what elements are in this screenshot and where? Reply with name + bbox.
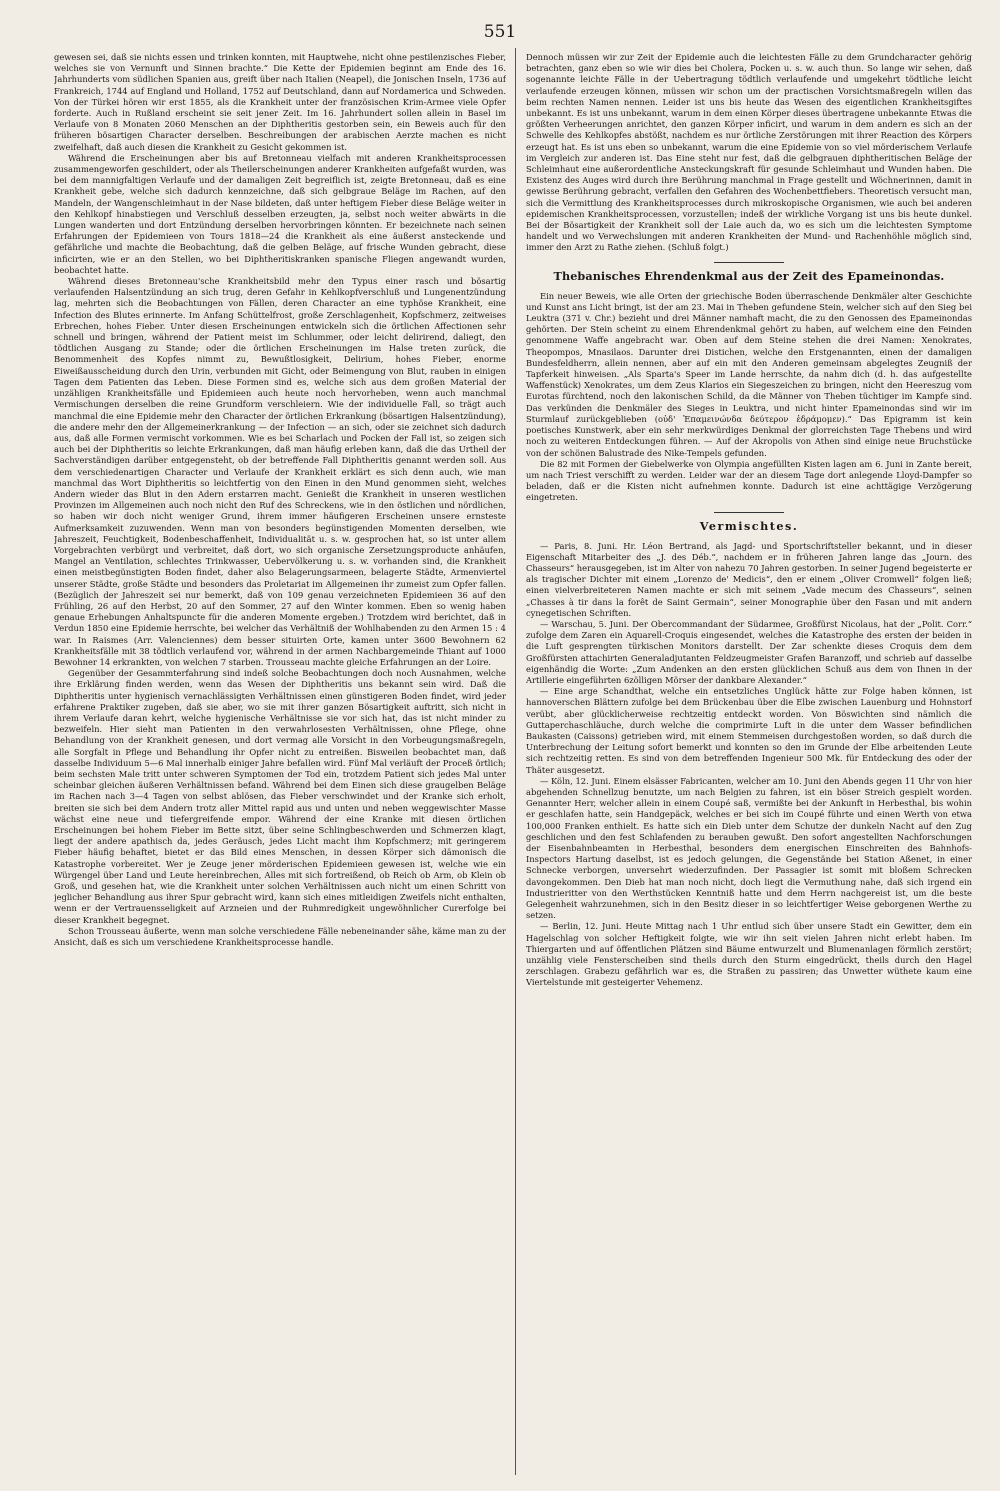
left-column [54, 52, 506, 1475]
news-item-berlin: — Berlin, 12. Juni. Heute Mittag nach 1 Uhr entlud sich über unsere Stadt ein Gewitter, dem ein Hagelschlag von solcher Heftigkeit folgte, wie wir ihn seit vielen Jahren nicht erlebt haben. Im Thiergarten und auf öffentlichen Plätzen sind Bäume entwurzelt und Blumenanlagen förmlich zerstört; unzählig viele Fensterscheiben sind theils durch den Sturm eingedrückt, theils durch den Hagel zerschlagen. Grabezu gefährlich war es, die Straßen zu passiren; das Unwetter wüthete kaum eine Viertelstunde mit gesteigerter Vehemenz. [526, 921, 972, 988]
news-item-schandthat: — Eine arge Schandthat, welche ein entsetzliches Unglück hätte zur Folge haben können, ist hannoverschen Blättern zufolge bei dem Brückenbau über die Elbe zwischen Lauenburg und Hohnstorf verübt, aber glücklicherweise rechtzeitig entdeckt worden. Von Böswichten sind nämlich die Guttaperchaschläuche, durch welche die comprimirte Luft in die unter dem Wasser befindlichen Baukasten (Caissons) getrieben wird, mit einem Stemmeisen durchgestoßen worden, so daß durch die Unterbrechung der Leitung sofort bemerkt und konnten so den im Grunde der Elbe arbeitenden Leute sich rechtzeitig retten. Es sind von dem betreffenden Ingenieur 500 Mk. für Entdeckung des oder der Thäter ausgesetzt. [526, 686, 972, 775]
continued-paragraph: Dennoch müssen wir zur Zeit der Epidemie auch die leichtesten Fälle zu dem Grundcharacter gehörig betrachten, ganz eben so wie wir dies bei Cholera, Pocken u. s. w. auch thun. So lange wir sehen, daß sogenannte leichte Fälle in der Uebertragung tödtlich verlaufende und umgekehrt tödtliche leicht verlaufende erzeugen können, müssen wir schon um der practischen Vorsichtsmaßregeln willen das beim rechten Namen nennen. Leider ist uns bis heute das Wesen des eigentlichen Krankheitsgiftes unbekannt. Es ist uns unbekannt, warum in dem einen Körper dieses übertragene unbekannte Etwas die größten Verheerungen anrichtet, den ganzen Körper inficirt, und warum in dem andern es sich an der Schwelle des Kehlkopfes abstößt, nachdem es nur örtliche Zerstörungen mit ihrer Reaction des Körpers erzeugt hat. Es ist uns eben so unbekannt, warum die eine Epidemie von so viel mörderischem Verlaufe im Vergleich zur anderen ist. Das Eine steht nur fest, daß die gelbgrauen diphtheritischen Beläge der Schleimhaut eine außerordentliche Ansteckungskraft für gesunde Schleimhaut und Wunden haben. Die Existenz des Auges wird durch ihre Berührung manchmal in Frage gestellt und Wöchnerinnen, damit in gewisse Berührung gebracht, verfallen den Gefahren des Wochenbettfiebers. Theoretisch versucht man, sich die Vermittlung des Krankheitsprocesses durch mikroskopische Organismen, wie auch bei anderen epidemischen Krankheitsprocessen, vorzustellen; indeß der wirkliche Vorgang ist uns bis heute dunkel. Bei der Bösartigkeit der Krankheit soll der Laie auch da, wo es sich um die leichtesten Symptome handelt und wo Verwechslungen mit anderen Krankheiten der Mund- und Rachenhöhle möglich sind, immer den Arzt zu Rathe ziehen. (Schluß folgt.) [526, 52, 972, 253]
column-divider [515, 48, 516, 1475]
article-paragraph: gewesen sei, daß sie nichts essen und trinken konnten, mit Hauptwehe, nicht ohne pestilenzisches Fieber, welches sie von Vernunft und Sinnen brachte.“ Die Kette der Epidemien beginnt am Ende des 16. Jahrhunderts vom südlichen Spanien aus, greift über nach Italien (Neapel), die Jonischen Inseln, 1736 auf Frankreich, 1744 auf England und Holland, 1752 auf Deutschland, dann auf Nordamerica und Schweden. Von der Türkei hören wir erst 1855, als die Krankheit unter der französischen Krim-Armee viele Opfer forderte. Auch in Rußland erscheint sie seit jener Zeit. Im 16. Jahrhundert sollen allein in Basel im Verlaufe von 8 Monaten 2060 Menschen an der Diphtheritis gestorben sein, ein Beweis auch für den früheren bösartigen Character derselben. Beschreibungen der arabischen Aerzte machen es nicht zweifelhaft, daß auch diesen die Krankheit zu Gesicht gekommen ist. [54, 52, 506, 152]
article-heading-vermischtes: Vermischtes. [699, 518, 799, 533]
article-paragraph: Ein neuer Beweis, wie alle Orten der griechische Boden überraschende Denkmäler alter Geschichte und Kunst ans Licht bringt, ist der am 23. Mai in Theben gefundene Stein, welcher sich auf den Sieg bei Leuktra (371 v. Chr.) bezieht und drei Männer namhaft macht, die zu den Genossen des Epameinondas gehörten. Der Stein scheint zu einem Ehrendenkmal gehört zu haben, auf welchem eine den Feinden genommene Waffe angebracht war. Oben auf dem Steine stehen die drei Namen: Xenokrates, Theopompos, Mnasilaos. Darunter drei Distichen, welche den Erstgenannten, einen der damaligen Bundesfeldherrn, allein nennen, aber auf ein mit den Anderen gemeinsam abgelegtes Zeugniß der Tapferkeit hinweisen. „Als Sparta's Speer im Lande herrschte, da nahm dich (d. h. das aufgestellte Waffenstück) Xenokrates, um dem Zeus Klarios ein Siegeszeichen zu bringen, nicht den Heereszug vom Eurotas fürchtend, noch den lakonischen Schild, da die Männer von Theben tüchtiger im Kampfe sind. Das verkünden die Denkmäler des Sieges in Leuktra, und nicht hinter Epameinondas sind wir im Sturmlauf zurückgeblieben (οὐδ' Ἐπαμεινώνδα δεύτερον ἐδράμομεν).“ Das Epigramm ist kein poetisches Kunstwerk, aber ein sehr merkwürdiges Denkmal der glorreichsten Tage Thebens und wird noch zu weiteren Entdeckungen führen. — Auf der Akropolis von Athen sind einige neue Bruchstücke von der schönen Balustrade des Nike-Tempels gefunden. [526, 290, 972, 458]
article-paragraph: Die 82 mit Formen der Giebelwerke von Olympia angefüllten Kisten lagen am 6. Juni in Zante bereit, um nach Triest verschifft zu werden. Leider war der an diesem Tage dort anlegende Lloyd-Dampfer so beladen, daß er die Kisten nicht aufnehmen konnte. Dadurch ist eine achttägige Verzögerung eingetreten. [526, 458, 972, 503]
article-heading-theban: Thebanisches Ehrendenkmal aus der Zeit des Epameinondas. [553, 268, 945, 283]
right-column [526, 52, 972, 1475]
section-divider [714, 262, 784, 263]
page-number: 551 [483, 22, 517, 42]
article-paragraph: Gegenüber der Gesammterfahrung sind indeß solche Beobachtungen doch noch Ausnahmen, welche ihre Erklärung finden werden, wenn das Wesen der Diphtheritis uns bekannt sein wird. Daß die Diphtheritis unter hygienisch vernachlässigten Verhältnissen einen günstigeren Boden findet, wird jeder erfahrene Praktiker zugeben, daß sie aber, wo sie mit ihrer ganzen Bösartigkeit auftritt, sich nicht in ihrem Verlaufe daran kehrt, welche hygienische Verhältnisse sie vor sich hat, das ist nicht minder zu bezweifeln. Hier sieht man Patienten in den verwahrlosesten Verhältnissen, ohne Pflege, ohne Behandlung von der Krankheit genesen, und dort vermag alle Vorsicht in den Vorbeugungsmaßregeln, alle Sorgfalt in Pflege und Behandlung ihr Opfer nicht zu entreißen. Bisweilen beobachtet man, daß dasselbe Individuum 5—6 Mal innerhalb einiger Jahre befallen wird. Fünf Mal verläuft der Proceß örtlich; beim sechsten Male tritt unter schweren Symptomen der Tod ein, trotzdem Patient sich jedes Mal unter scheinbar gleichen äußeren Verhältnissen befand. Während bei dem Einen sich diese graugelben Beläge im Rachen nach 3—4 Tagen von selbst ablösen, das Fieber verschwindet und der Kranke sich erholt, breiten sie sich bei dem Andern trotz aller Mittel rapid aus und unten und neben weggewischter Masse wächst eine neue und tiefergreifende empor. Während der eine Kranke mit diesen örtlichen Erscheinungen bei hohem Fieber im Bette sitzt, über seine Schlingbeschwerden und Schmerzen klagt, liegt der andere apathisch da, jedes Geräusch, jedes Licht macht ihm Kopfschmerz; mit geringerem Fieber häufig behaftet, bietet er das Bild eines Menschen, in dessen Körper sich dämonisch die Katastrophe vorbereitet. Wer je Zeuge jener mörderischen Epidemieen gewesen ist, welche wie ein Würgengel über Land und Leute hereinbrechen, Alles mit sich fortreißend, ob Reich ob Arm, ob Klein ob Groß, und gesehen hat, wie die Krankheit unter solchen Verhältnissen auch nicht um einen Schritt von jeglicher Behandlung aus ihrer Spur gebracht wird, kann sich eines mitleidigen Zweifels nicht enthalten, wenn er der Vertrauensseligkeit auf Arzneien und der Ruhmredigkeit ungewöhnlicher Curerfolge bei dieser Krankheit begegnet. [54, 668, 506, 925]
news-item-paris: — Paris, 8. Juni. Hr. Léon Bertrand, als Jagd- und Sportschriftsteller bekannt, und in dieser Eigenschaft Mitarbeiter des „J. des Déb.“, nachdem er in früheren Jahren lange das „Journ. des Chasseurs“ herausgegeben, ist im Alter von nahezu 70 Jahren gestorben. In seiner Jugend begeisterte er als tragischer Dichter mit einem „Lorenzo de' Medicis“, den er einem „Oliver Cromwell“ folgen ließ; einen vielverbreiteteren Namen machte er sich mit seinem „Vade mecum des Chasseurs“, seinen „Chasses à tir dans la forêt de Saint Germain“, seiner Monographie über den Fasan und mit andern cynegetischen Schriften. [526, 540, 972, 618]
article-paragraph: Schon Trousseau äußerte, wenn man solche verschiedene Fälle nebeneinander sähe, käme man zu der Ansicht, daß es sich um verschiedene Krankheitsprocesse handle. [54, 925, 506, 948]
section-divider [714, 512, 784, 513]
news-item-warschau: — Warschau, 5. Juni. Der Obercommandant der Südarmee, Großfürst Nicolaus, hat der „Polit. Corr.“ zufolge dem Zaren ein Aquarell-Croquis eingesendet, welches die Katastrophe des ersten der beiden in die Luft gesprengten türkischen Monitors darstellt. Der Zar schenkte dieses Croquis dem dem Großfürsten attachirten Generaladjutanten Feldzeugmeister Grafen Baranzoff, und schrieb auf dasselbe eigenhändig die Worte: „Zum Andenken an den ersten glücklichen Schuß aus dem von Ihnen in der Artillerie eingeführten 6zölligen Mörser der dankbare Alexander.“ [526, 618, 972, 685]
article-paragraph: Während dieses Bretonneau'sche Krankheitsbild mehr den Typus einer rasch und bösartig verlaufenden Halsentzündung an sich trug, deren Gefahr in Kehlkopfverschluß und Lungenentzündung lag, mehrten sich die Beobachtungen von Fällen, deren Character an eine typhöse Krankheit, eine Infection des Blutes erinnerte. Im Anfang Schüttelfrost, große Zerschlagenheit, Kopfschmerz, zeitweises Erbrechen, hohes Fieber. Unter diesen Erscheinungen entwickeln sich die örtlichen Affectionen sehr schnell und bringen, während der Patient meist im Schlummer, oder leicht delirirend, daliegt, den tödtlichen Ausgang zu Stande; oder die örtlichen Erscheinungen im Halse treten zurück, die Benommenheit des Kopfes nimmt zu, Bewußtlosigkeit, Delirium, hohes Fieber, enorme Eiweißausscheidung durch den Urin, verbunden mit Gicht, oder Beimengung von Blut, rauben in einigen Tagen dem Patienten das Leben. Diese Formen sind es, welche sich aus dem großen Material der unzähligen Krankheitsfälle und Epidemieen auch heute noch hervorheben, wenn auch manchmal Vermischungen derselben die reine Grundform verschleiern. Wie der individuelle Fall, so trägt auch manchmal die eine Epidemie mehr den Character der örtlichen Erkrankung (bösartigen Halsentzündung), die andere mehr den der Allgemeinerkrankung — der Infection — an sich, oder sie zeichnet sich dadurch aus, daß alle Formen vermischt vorkommen. Wie es bei Scharlach und Pocken der Fall ist, so zeigen sich auch bei der Diphtheritis so leichte Erkrankungen, daß man häufig erleben kann, daß die das Urtheil der Sachverständigen darüber entgegensteht, ob der betreffende Fall Diphtheritis genannt werden soll. Aus dem verschiedenartigen Character und Verlaufe der Krankheit erklärt es sich denn auch, wie man manchmal das Wort Diphtheritis so leichtfertig von den Einen in den Mund genommen sieht, welches Andern wieder das Blut in den Adern erstarren macht. Genießt die Krankheit in unseren westlichen Provinzen im Allgemeinen auch noch nicht den Ruf des Schreckens, wie in den östlichen und nördlichen, so haben wir doch nicht weniger Grund, ihrem immer häufigeren Erscheinen unsere ernsteste Aufmerksamkeit zuzuwenden. Wenn man von besonders begünstigenden Momenten derselben, wie Jahreszeit, Feuchtigkeit, Bodenbeschaffenheit, Individualität u. s. w. gesprochen hat, so ist unter allem Vorgebrachten verbürgt und verbreitet, daß dort, wo sich organische Zersetzungsproducte anhäufen, Mangel an Ventilation, schlechtes Trinkwasser, Uebervölkerung u. s. w. vorhanden sind, die Krankheit einen meistbegünstigten Boden findet, daher also Belagerungsarmeen, belagerte Städte, Armenviertel unserer Städte, große Städte und besonders das Proletariat im Allgemeinen ihr zumeist zum Opfer fallen. (Bezüglich der Jahreszeit sei nur bemerkt, daß von 109 genau verzeichneten Epidemieen 36 auf den Frühling, 26 auf den Herbst, 20 auf den Sommer, 27 auf den Winter kommen. Eben so wenig haben genaue Erhebungen Anhaltspuncte für die anderen Momente ergeben.) Trotzdem wird berichtet, daß in Verdun 1850 eine Epidemie herrschte, bei welcher das Verhältniß der Wohlhabenden zu den Armen 15 : 4 war. In Raismes (Arr. Valenciennes) dem besser situirten Orte, kamen unter 3600 Bewohnern 62 Krankheitsfälle mit 38 tödtlich verlaufend vor, während in der armen Nachbargemeinde Thiant auf 1000 Bewohner 14 erkrankten, von welchen 7 starben. Trousseau machte gleiche Erfahrungen an der Loire. [54, 276, 506, 667]
news-item-koeln: — Köln, 12. Juni. Einem elsässer Fabricanten, welcher am 10. Juni den Abends gegen 11 Uhr von hier abgehenden Schnellzug benutzte, um nach Belgien zu fahren, ist ein böser Streich gespielt worden. Genannter Herr, welcher allein in einem Coupé saß, vermißte bei der Ankunft in Herbesthal, bis wohin er geschlafen hatte, sein Handgepäck, welches er bei sich im Coupé führte und einen Werth von etwa 100,000 Franken enthielt. Es hatte sich ein Dieb unter dem Schutze der dunkeln Nacht auf den Zug geschlichen und den fest Schlafenden zu berauben gewußt. Den sofort angestellten Nachforschungen der Eisenbahnbeamten in Herbesthal, besonders dem energischen Einschreiten des Bahnhofs-Inspectors Hartung daselbst, ist es jedoch gelungen, die Gegenstände bei Station Aßenet, in einer Schnecke verborgen, unversehrt wiederzufinden. Der Passagier ist somit mit bloßem Schrecken davongekommen. Den Dieb hat man noch nicht, doch liegt die Vermuthung nahe, daß sich irgend ein Industrieritter von den Werthstücken Kenntniß hatte und dem Herrn nachgereist ist, um die beste Gelegenheit wahrzunehmen, sich in den Besitz dieser in so leichtfertiger Weise geborgenen Werthe zu setzen. [526, 775, 972, 921]
article-paragraph: Während die Erscheinungen aber bis auf Bretonneau vielfach mit anderen Krankheitsprocessen zusammengeworfen geschildert, oder als Theilerscheinungen anderer Krankheiten aufgefaßt wurden, was bei dem mannigfaltigen Verlaufe und der damaligen Zeit begreiflich ist, zeigte Bretonneau, daß es eine Krankheit gebe, welche sich dadurch kennzeichne, daß sich gelbgraue Beläge im Rachen, auf den Mandeln, der Wangenschleimhaut in der Nase bildeten, daß unter heftigem Fieber diese Beläge weiter in den Kehlkopf hinabstiegen und Verschluß desselben erzeugten, ja, selbst noch weiter abwärts in die Lungen wanderten und dort Entzündung derselben hervorbringen könnten. Er bezeichnete nach seinen Erfahrungen der Epidemieen von Tours 1818—24 die Krankheit als eine äußerst ansteckende und gefährliche und machte die Beobachtung, daß die gelben Beläge, auf frische Wunden gebracht, diese inficirten, wie er an den Stellen, wo bei Diphtheritiskranken spanische Fliegen angewandt wurden, beobachtet hatte. [54, 152, 506, 275]
